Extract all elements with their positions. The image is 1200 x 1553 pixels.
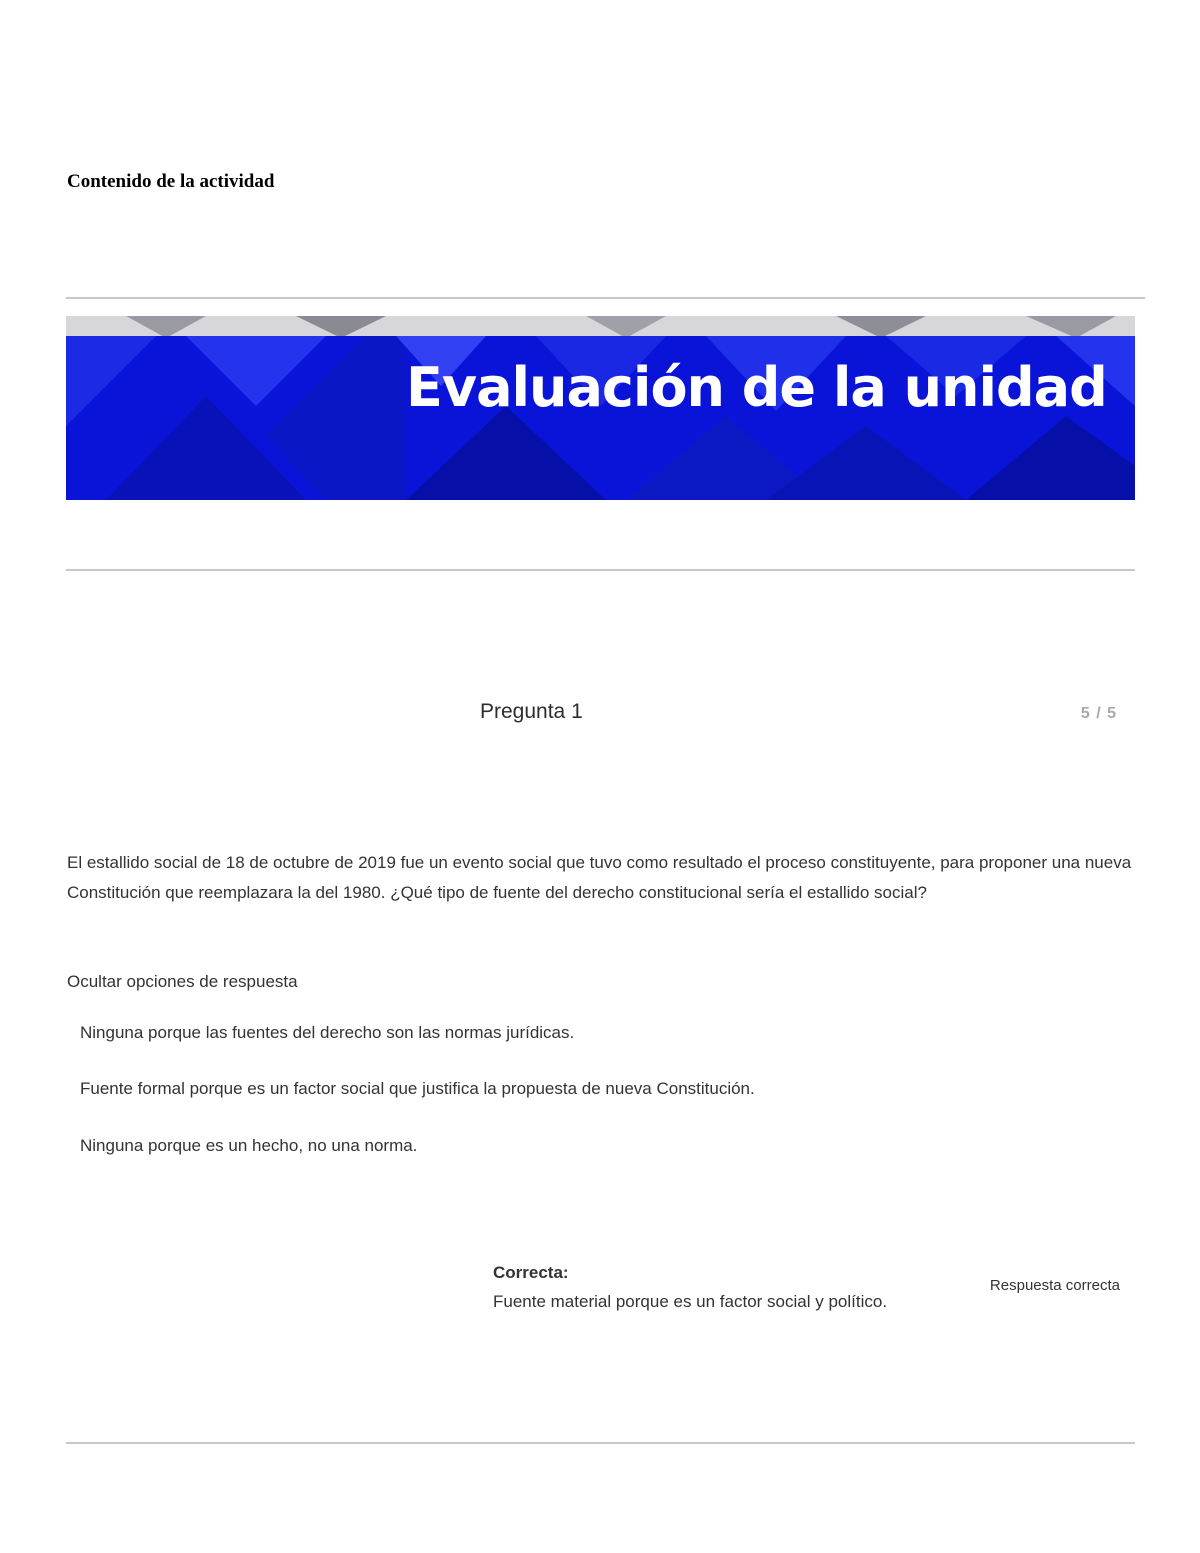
- correct-answer: Fuente material porque es un factor social y político.: [493, 1292, 888, 1311]
- banner-title: Evaluación de la unidad: [406, 356, 1107, 419]
- question-title: Pregunta 1: [480, 700, 583, 723]
- answer-option[interactable]: Ninguna porque las fuentes del derecho son las normas jurídicas.: [80, 1023, 575, 1042]
- hide-answer-options-link[interactable]: Ocultar opciones de respuesta: [67, 972, 298, 991]
- question-score: 5 / 5: [1080, 705, 1117, 722]
- divider: [66, 297, 1145, 299]
- correct-label: Correcta:: [493, 1263, 569, 1282]
- answer-option[interactable]: Fuente formal porque es un factor social que justifica la propuesta de nueva Constitución.: [80, 1079, 755, 1098]
- correct-answer-tag: Respuesta correcta: [989, 1277, 1120, 1294]
- divider: [66, 569, 1135, 571]
- activity-title: Contenido de la actividad: [67, 171, 275, 192]
- question-text: El estallido social de 18 de octubre de 2019 fue un evento social que tuvo como resultado el proceso constituyente, para proponer una nueva Constitución que reemplazara la del 1980. ¿Qué tipo de fuente del derecho constitucional sería el estallido social?: [67, 853, 1132, 902]
- divider: [66, 1442, 1135, 1444]
- evaluation-banner: [66, 316, 1135, 500]
- answer-option[interactable]: Ninguna porque es un hecho, no una norma.: [80, 1136, 418, 1155]
